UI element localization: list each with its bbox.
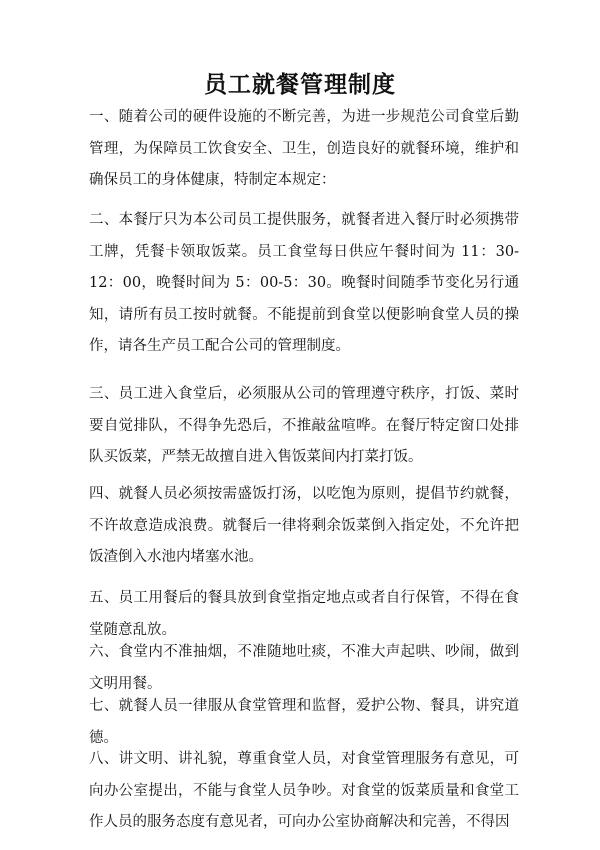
rule-paragraph-6: 六、食堂内不准抽烟，不准随地吐痰，不准大声起哄、吵闹，做到文明用餐。 <box>89 644 519 692</box>
rule-paragraph-8: 八、讲文明、讲礼貌，尊重食堂人员，对食堂管理服务有意见，可向办公室提出，不能与食堂人员争吵。对食堂的饭菜质量和食堂工作人员的服务态度有意见者，可向办公室协商解决和完善，不得因 <box>89 751 519 830</box>
rule-paragraph-2: 二、本餐厅只为本公司员工提供服务，就餐者进入餐厅时必须携带工牌，凭餐卡领取饭菜。员工食堂每日供应午餐时间为 11：30-12：00，晚餐时间为 5：00-5：30。晚餐时间随季节变化另行通知，请所有员工按时就餐。不能提前到食堂以便影响食堂人员的操作，请各生产员工配合公司的管理制度。 <box>89 212 519 354</box>
rule-paragraph-5: 五、员工用餐后的餐具放到食堂指定地点或者自行保管，不得在食堂随意乱放。 <box>89 590 519 638</box>
rule-paragraph-3: 三、员工进入食堂后，必须服从公司的管理遵守秩序，打饭、菜时要自觉排队，不得争先恐后，不推敲盆喧哗。在餐厅特定窗口处排队买饭菜，严禁无故擅自进入售饭菜间内打菜打饭。 <box>89 386 519 465</box>
rule-paragraph-1: 一、随着公司的硬件设施的不断完善，为进一步规范公司食堂后勤管理，为保障员工饮食安全、卫生，创造良好的就餐环境，维护和确保员工的身体健康，特制定本规定： <box>89 109 519 188</box>
rule-paragraph-7: 七、就餐人员一律服从食堂管理和监督，爱护公物、餐具，讲究道德。 <box>89 698 519 746</box>
rule-paragraph-4: 四、就餐人员必须按需盛饭打汤，以吃饱为原则，提倡节约就餐，不许故意造成浪费。就餐后一律将剩余饭菜倒入指定处，不允许把饭渣倒入水池内堵塞水池。 <box>89 486 519 565</box>
document-title: 员工就餐管理制度 <box>204 71 396 98</box>
